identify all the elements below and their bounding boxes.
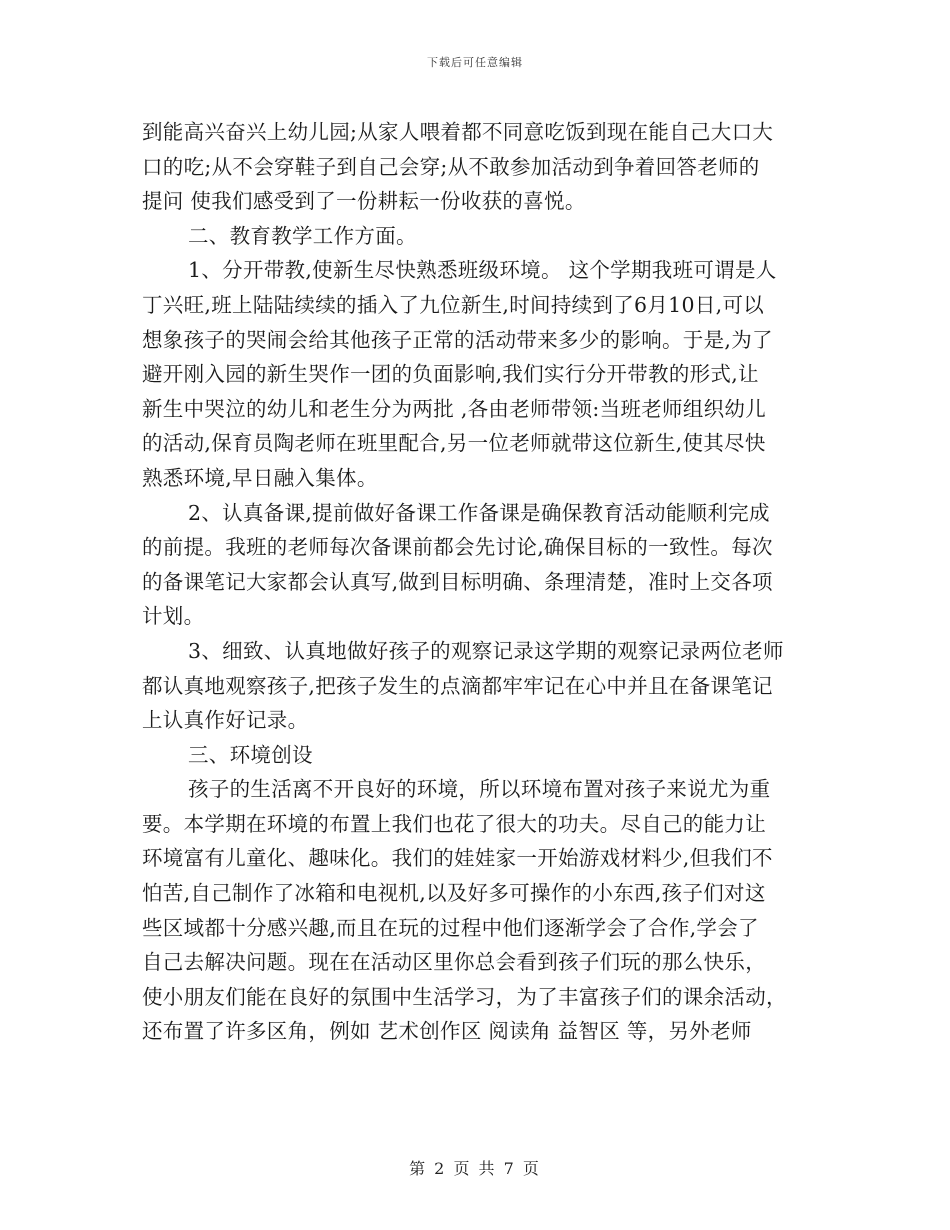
text-line: 孩子的生活离不开良好的环境，所以环境布置对孩子来说尤为重 — [188, 777, 771, 802]
text-line: 自己去解决问题。现在在活动区里你总会看到孩子们玩的那么快乐， — [142, 950, 766, 975]
page-header: 下载后可任意编辑 — [427, 56, 523, 69]
text-line: 计划。 — [142, 604, 205, 629]
text-line: 的前提。我班的老师每次备课前都会先讨论,确保目标的一致性。每次 — [142, 535, 773, 560]
text-line: 熟悉环境,早日融入集体。 — [142, 465, 378, 490]
text-line: 口的吃;从不会穿鞋子到自己会穿;从不敢参加活动到争着回答老师的 — [142, 154, 760, 179]
text-line: 1、分开带教,使新生尽快熟悉班级环境。 这个学期我班可谓是人 — [188, 258, 777, 283]
text-line: 到能高兴奋兴上幼儿园;从家人喂着都不同意吃饭到现在能自己大口大 — [142, 120, 774, 144]
text-line: 想象孩子的哭闹会给其他孩子正常的活动带来多少的影响。于是,为了 — [142, 327, 773, 352]
page-footer: 第 2 页 共 7 页 — [409, 1159, 541, 1178]
text-line: 使小朋友们能在良好的氛围中生活学习，为了丰富孩子们的课余活动， — [142, 984, 787, 1009]
text-line: 怕苦,自己制作了冰箱和电视机,以及好多可操作的小东西,孩子们对这 — [142, 881, 766, 906]
text-line: 些区域都十分感兴趣,而且在玩的过程中他们逐渐学会了合作,学会了 — [142, 915, 759, 940]
text-line: 的备课笔记大家都会认真写,做到目标明确、条理清楚，准时上交各项 — [142, 569, 773, 594]
text-line: 环境富有儿童化、趣味化。我们的娃娃家一开始游戏材料少,但我们不 — [142, 846, 773, 871]
text-line: 二、教育教学工作方面。 — [188, 223, 417, 248]
text-line: 3、细致、认真地做好孩子的观察记录这学期的观察记录两位老师 — [188, 638, 784, 663]
document-body — [142, 115, 822, 1049]
text-line: 的活动,保育员陶老师在班里配合,另一位老师就带这位新生,使其尽快 — [142, 431, 766, 456]
text-line: 都认真地观察孩子,把孩子发生的点滴都牢牢记在心中并且在备课笔记 — [142, 673, 773, 698]
text-line: 新生中哭泣的幼儿和老生分为两批 ,各由老师带领:当班老师组织幼儿 — [142, 396, 767, 421]
text-line: 上认真作好记录。 — [142, 708, 309, 733]
text-line: 2、认真备课,提前做好备课工作备课是确保教育活动能顺利完成 — [188, 500, 770, 525]
text-line: 要。本学期在环境的布置上我们也花了很大的功夫。尽自己的能力让 — [142, 811, 766, 836]
text-line: 三、环境创设 — [188, 742, 313, 767]
text-line: 提问 使我们感受到了一份耕耘一份收获的喜悦。 — [142, 189, 586, 214]
text-line: 还布置了许多区角，例如 艺术创作区 阅读角 益智区 等，另外老师 — [142, 1019, 752, 1044]
text-line: 丁兴旺,班上陆陆续续的插入了九位新生,时间持续到了6月10日,可以 — [142, 292, 765, 317]
text-line: 避开刚入园的新生哭作一团的负面影响,我们实行分开带教的形式,让 — [142, 362, 759, 387]
